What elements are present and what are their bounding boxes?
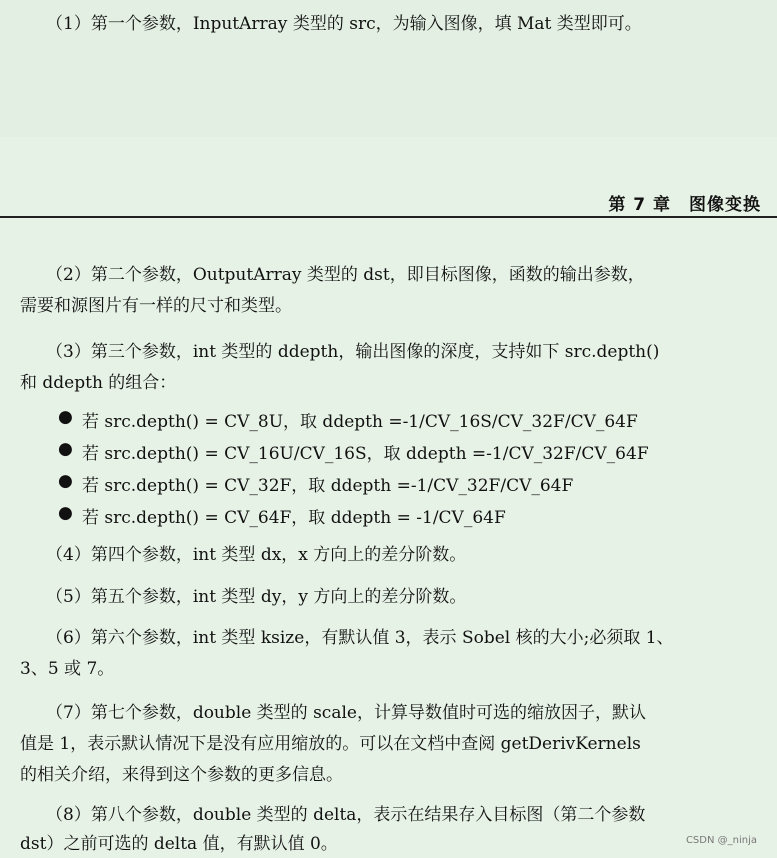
csdn-watermark: CSDN @_ninja bbox=[685, 835, 757, 846]
bullet-dot: ● bbox=[58, 503, 73, 523]
bullet-item: 若 src.depth() = CV_32F，取 ddepth =-1/CV_32F/CV_64F bbox=[82, 476, 574, 496]
bullet-item: 若 src.depth() = CV_8U，取 ddepth =-1/CV_16S/CV_32F/CV_64F bbox=[82, 412, 638, 432]
paragraph-6-line-1: （6）第六个参数，int 类型 ksize，有默认值 3，表示 Sobel 核的大小;必须取 1、 bbox=[46, 628, 674, 648]
bullet-dot: ● bbox=[58, 407, 73, 427]
paragraph-7-line-1: （7）第七个参数，double 类型的 scale，计算导数值时可选的缩放因子，默认 bbox=[46, 703, 646, 723]
chapter-header: 第 7 章 图像变换 bbox=[608, 195, 761, 215]
header-rule bbox=[0, 216, 777, 218]
paragraph-7-line-2: 值是 1，表示默认情况下是没有应用缩放的。可以在文档中查阅 getDerivKernels bbox=[20, 734, 641, 754]
paragraph-2-line-1: （2）第二个参数，OutputArray 类型的 dst，即目标图像，函数的输出参数， bbox=[46, 265, 645, 285]
bullet-item: 若 src.depth() = CV_16U/CV_16S，取 ddepth =-1/CV_32F/CV_64F bbox=[82, 444, 649, 464]
paragraph-4-line-1: （4）第四个参数，int 类型 dx，x 方向上的差分阶数。 bbox=[46, 545, 467, 565]
paragraph-5-line-1: （5）第五个参数，int 类型 dy，y 方向上的差分阶数。 bbox=[46, 587, 467, 607]
paragraph-6-line-2: 3、5 或 7。 bbox=[20, 659, 115, 679]
bullet-dot: ● bbox=[58, 471, 73, 491]
paragraph-3-line-1: （3）第三个参数，int 类型的 ddepth，输出图像的深度，支持如下 src.depth() bbox=[46, 342, 660, 362]
paragraph-7-line-3: 的相关介绍，来得到这个参数的更多信息。 bbox=[20, 765, 343, 785]
top-paragraph: （1）第一个参数，InputArray 类型的 src，为输入图像，填 Mat 类型即可。 bbox=[46, 14, 642, 34]
bullet-dot: ● bbox=[58, 439, 73, 459]
paragraph-8-line-1: （8）第八个参数，double 类型的 delta，表示在结果存入目标图（第二个参数 bbox=[46, 805, 646, 825]
paragraph-8-line-2: dst）之前可选的 delta 值，有默认值 0。 bbox=[20, 834, 338, 854]
paragraph-3-line-2: 和 ddepth 的组合： bbox=[20, 373, 177, 393]
bullet-item: 若 src.depth() = CV_64F，取 ddepth = -1/CV_64F bbox=[82, 508, 506, 528]
paragraph-2-line-2: 需要和源图片有一样的尺寸和类型。 bbox=[20, 296, 292, 316]
